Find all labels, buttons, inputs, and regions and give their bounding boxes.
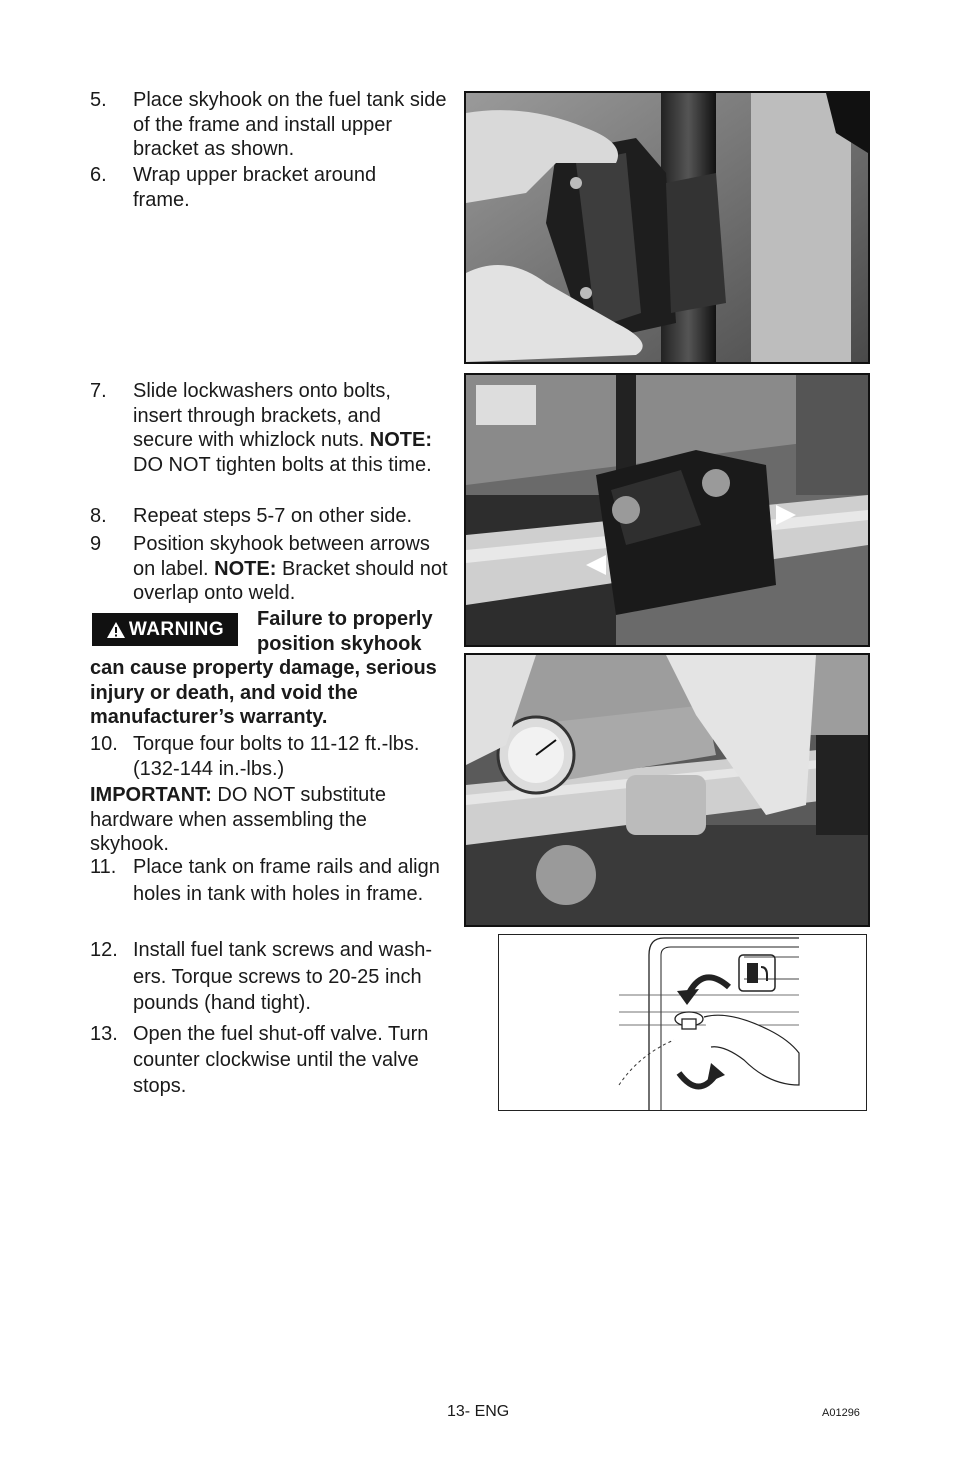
step-7: [90, 379, 460, 477]
step-number: 11.: [90, 856, 117, 878]
important-text: DO NOT substitute hardware when assembling the skyhook.: [90, 784, 386, 855]
torque-wrench-photo: [464, 653, 870, 927]
warning-body: can cause property damage, serious injury or death, and void the manufacturer’s warranty.: [90, 657, 437, 728]
warning-head: Failure to properly position skyhook: [257, 608, 433, 655]
step-text: Place tank on frame rails and align holes in tank with holes in frame.: [133, 856, 440, 905]
step-text: Install fuel tank screws and wash-ers. Torque screws to 20-25 inch pounds (hand tight).: [133, 939, 433, 1014]
step-8: [90, 504, 460, 529]
step-number: 5.: [90, 89, 107, 111]
step-10: [90, 732, 460, 781]
step-text: Open the fuel shut-off valve. Turn counter clockwise until the valve stops.: [133, 1023, 429, 1097]
warning-label: WARNING: [128, 618, 225, 640]
step-12: [90, 937, 460, 1017]
note-text: DO NOT tighten bolts at this time.: [133, 453, 432, 476]
warning-badge: [92, 613, 238, 646]
step-6: [90, 163, 460, 212]
step-9: [90, 532, 460, 606]
important-label: IMPORTANT:: [90, 784, 212, 806]
note-label: NOTE:: [369, 429, 432, 451]
page-number: 13- ENG: [447, 1403, 510, 1420]
warning-triangle-icon: [106, 621, 126, 639]
bolted-skyhook-photo: [464, 373, 870, 647]
step-number: 12.: [90, 939, 118, 961]
step-number: 13.: [90, 1023, 118, 1045]
step-text: Slide lockwashers onto bolts, insert through brackets, and secure with whizlock nuts.: [133, 380, 391, 451]
step-number: 7.: [90, 380, 107, 402]
note-label: NOTE:: [214, 557, 277, 580]
step-number: 9: [90, 533, 102, 555]
step-5: [90, 88, 460, 162]
fuel-shutoff-valve-diagram: [498, 934, 867, 1111]
step-text: Torque four bolts to 11-12 ft.-lbs. (132-144 in.-lbs.): [133, 733, 420, 780]
step-text: Position skyhook between arrows on label.: [133, 533, 430, 580]
step-text: Place skyhook on the fuel tank side of the frame and install upper bracket as shown.: [133, 89, 447, 160]
hand-holding-bracket-photo: [464, 91, 870, 364]
note-text: Bracket should not overlap onto weld.: [133, 557, 448, 604]
important-note: [90, 783, 430, 857]
step-number: 10.: [90, 733, 118, 755]
step-11: [90, 854, 460, 907]
step-number: 8.: [90, 505, 107, 527]
document-code: A01296: [822, 1407, 860, 1419]
step-number: 6.: [90, 164, 107, 186]
step-text: Repeat steps 5-7 on other side.: [133, 505, 413, 527]
step-text: Wrap upper bracket around frame.: [133, 164, 377, 211]
step-13: [90, 1021, 460, 1099]
